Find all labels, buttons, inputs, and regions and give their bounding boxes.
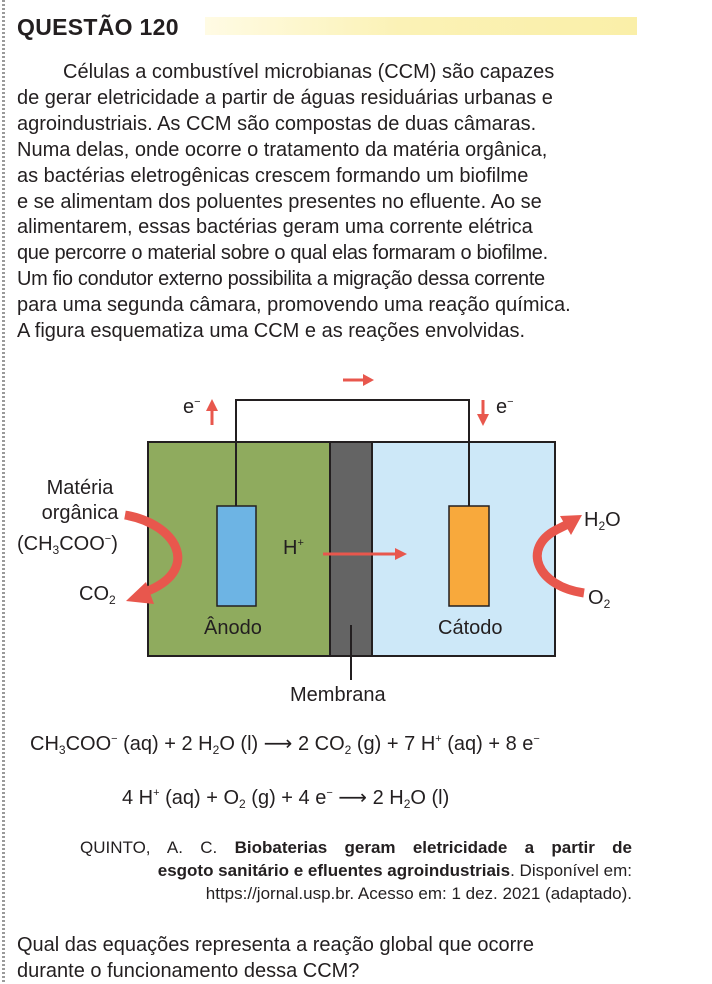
paragraph-line: de gerar eletricidade a partir de águas residuárias urbanas e (17, 86, 553, 109)
acetate-label: $(CH_3COO^-)$ (17, 533, 118, 557)
electron-up-arrow (206, 399, 218, 425)
paragraph-line: Numa delas, onde ocorre o tratamento da matéria orgânica, (17, 138, 548, 161)
paragraph-line: A figura esquematiza uma CCM e as reações envolvidas. (17, 320, 526, 343)
question-prompt: Qual das equações representa a reação global que ocorre durante o funcionamento dessa CCM? (17, 934, 535, 982)
intro-paragraph (17, 60, 634, 345)
question-header (17, 14, 637, 44)
source-citation: QUINTO, A. C. Biobaterias geram eletricidade a partir de esgoto sanitário e efluentes agroindustriais. Disponível em: https://jornal.usp.br. Acesso em: 1 dez. 2021 (adaptado). (80, 838, 632, 903)
co2-label: $CO_2$ (79, 583, 116, 607)
oxygen-label: $O_2$ (588, 587, 611, 611)
paragraph-line: que percorre o material sobre o qual elas formaram o biofilme. (17, 242, 548, 265)
electron-label-left: e− (183, 396, 201, 418)
paragraph-line: as bactérias eletrogênicas crescem formando um biofilme (17, 164, 529, 187)
paragraph-line: Células a combustível microbianas (CCM) são capazes (63, 61, 555, 83)
cathode-reaction-equation: 4 H+ $(aq) + O_2$ (g) + 4 e− ⟶ 2 $H_2O$ (l) (122, 787, 450, 811)
paragraph-line: Um fio condutor externo possibilita a migração dessa corrente (17, 268, 545, 291)
paragraph-line: para uma segunda câmara, promovendo uma reação química. (17, 294, 571, 317)
question-title: QUESTÃO 120 (17, 14, 179, 40)
water-label: $H_2O$ (584, 509, 621, 533)
electron-label-right: e− (496, 396, 514, 418)
cathode-electrode (449, 506, 489, 606)
proton-label: H+ (283, 537, 304, 559)
cathode-label: Cátodo (438, 617, 503, 639)
electron-down-arrow (477, 400, 489, 426)
paragraph-line: alimentarem, essas bactérias geram uma corrente elétrica (17, 216, 533, 239)
organic-matter-label: Matéria orgânica (41, 477, 119, 524)
anode-label: Ânodo (204, 617, 262, 639)
ccm-diagram (0, 370, 712, 710)
citation-url-line: https://jornal.usp.br. Acesso em: 1 dez. 2021 (adaptado). (205, 884, 632, 903)
membrane-wall (330, 442, 372, 656)
membrane-label: Membrana (290, 684, 386, 706)
current-direction-arrow (343, 374, 374, 386)
header-highlight-bar (205, 17, 637, 35)
anode-electrode (217, 506, 256, 606)
paragraph-line: agroindustriais. As CCM são compostas de duas câmaras. (17, 112, 537, 135)
anode-reaction-equation: $CH_3COO^-$ (aq) + 2 $H_2O$ (l) ⟶ 2 $CO_2$ (g) + 7 H+ (aq) + 8 e− (30, 733, 540, 757)
paragraph-line: e se alimentam dos poluentes presentes no efluente. Ao se (17, 190, 542, 213)
